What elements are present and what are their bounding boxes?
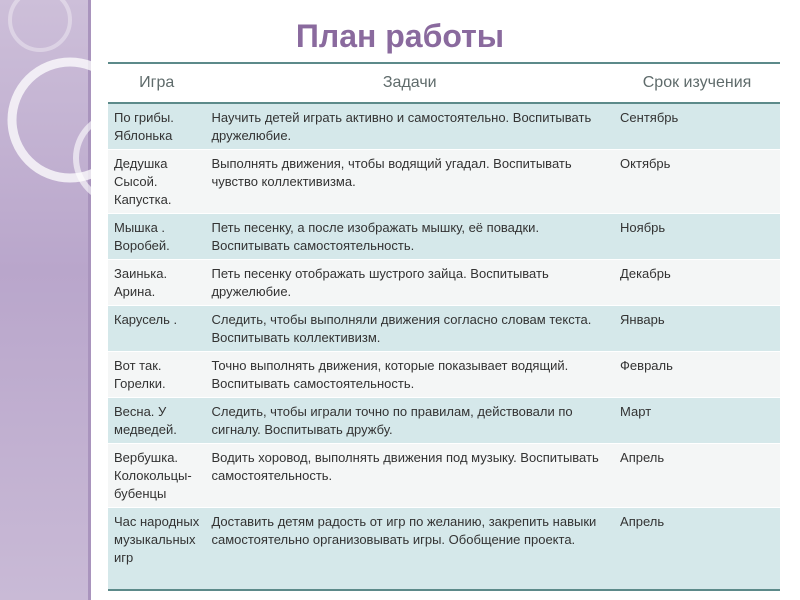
table-row	[108, 150, 780, 214]
column-header-tasks: Задачи	[205, 63, 614, 103]
cell-game: Заинька. Арина.	[108, 260, 205, 306]
plan-table	[108, 62, 780, 591]
cell-tasks: Доставить детям радость от игр по желанию, закрепить навыки самостоятельно организовывать игры. Обобщение проекта.	[205, 508, 614, 590]
cell-term: Декабрь	[614, 260, 780, 306]
cell-term: Октябрь	[614, 150, 780, 214]
cell-tasks: Водить хоровод, выполнять движения под музыку. Воспитывать самостоятельность.	[205, 444, 614, 508]
table-row	[108, 444, 780, 508]
cell-game: Вербушка. Колокольцы-бубенцы	[108, 444, 205, 508]
cell-tasks: Следить, чтобы выполняли движения согласно словам текста. Воспитывать коллективизм.	[205, 306, 614, 352]
table-row	[108, 508, 780, 590]
cell-game: Дедушка Сысой. Капустка.	[108, 150, 205, 214]
cell-game: Весна. У медведей.	[108, 398, 205, 444]
table-header-row	[108, 63, 780, 103]
table-row	[108, 398, 780, 444]
cell-term: Февраль	[614, 352, 780, 398]
cell-game: Мышка . Воробей.	[108, 214, 205, 260]
cell-tasks: Выполнять движения, чтобы водящий угадал. Воспитывать чувство коллективизма.	[205, 150, 614, 214]
cell-term: Ноябрь	[614, 214, 780, 260]
cell-tasks: Петь песенку отображать шустрого зайца. Воспитывать дружелюбие.	[205, 260, 614, 306]
cell-term: Январь	[614, 306, 780, 352]
table-row	[108, 214, 780, 260]
cell-game: Карусель .	[108, 306, 205, 352]
cell-tasks: Научить детей играть активно и самостоятельно. Воспитывать дружелюбие.	[205, 103, 614, 150]
table-row	[108, 260, 780, 306]
cell-term: Март	[614, 398, 780, 444]
cell-tasks: Следить, чтобы играли точно по правилам, действовали по сигналу. Воспитывать дружбу.	[205, 398, 614, 444]
cell-game: Вот так. Горелки.	[108, 352, 205, 398]
cell-term: Апрель	[614, 508, 780, 590]
cell-tasks: Петь песенку, а после изображать мышку, её повадки. Воспитывать самостоятельность.	[205, 214, 614, 260]
cell-game: Час народных музыкальных игр	[108, 508, 205, 590]
table-row	[108, 306, 780, 352]
cell-game: По грибы. Яблонька	[108, 103, 205, 150]
column-header-term: Срок изучения	[614, 63, 780, 103]
column-header-game: Игра	[108, 63, 205, 103]
table-row	[108, 352, 780, 398]
cell-tasks: Точно выполнять движения, которые показывает водящий. Воспитывать самостоятельность.	[205, 352, 614, 398]
table-row	[108, 103, 780, 150]
page-title: План работы	[295, 18, 505, 54]
cell-term: Апрель	[614, 444, 780, 508]
cell-term: Сентябрь	[614, 103, 780, 150]
